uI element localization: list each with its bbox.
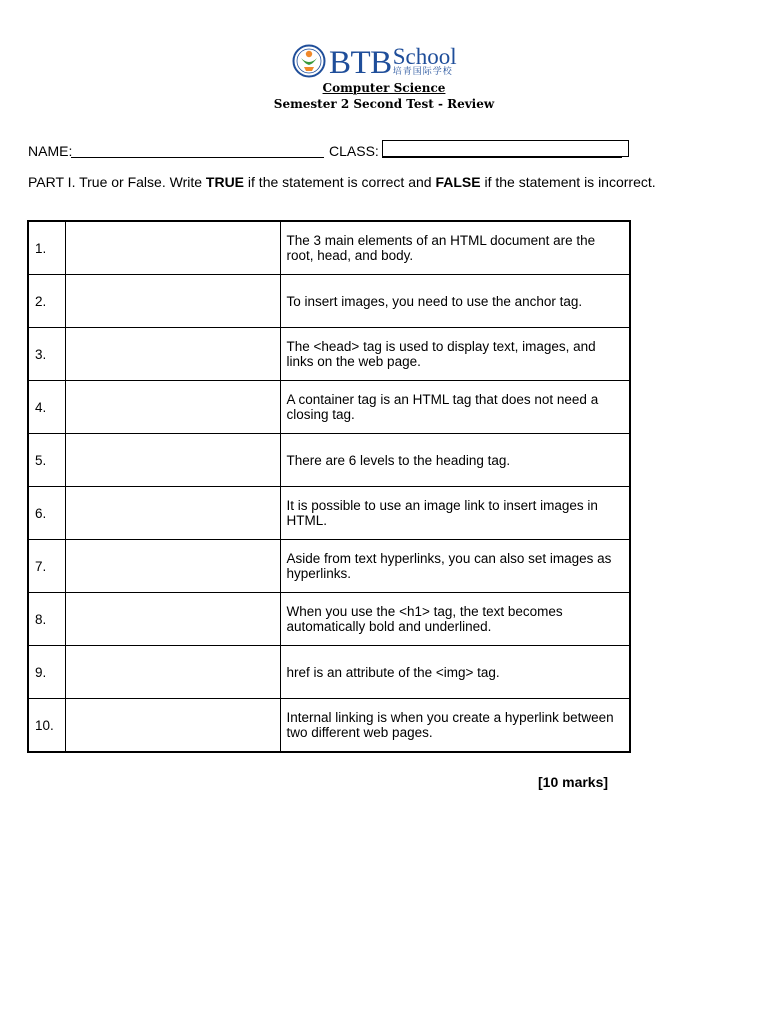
answer-cell[interactable] (65, 275, 280, 328)
instructions-end: if the statement is incorrect. (480, 174, 656, 190)
question-number: 5. (28, 434, 65, 487)
answer-cell[interactable] (65, 221, 280, 275)
question-statement: To insert images, you need to use the anchor tag. (280, 275, 630, 328)
logo-chinese-text: 培青国际学校 (392, 67, 453, 77)
question-statement: Internal linking is when you create a hyperlink between two different web pages. (280, 699, 630, 753)
table-row (28, 646, 630, 699)
logo-school-text: School (392, 44, 457, 69)
school-emblem-icon (292, 44, 326, 78)
answer-cell[interactable] (65, 487, 280, 540)
question-number: 2. (28, 275, 65, 328)
answer-cell[interactable] (65, 381, 280, 434)
school-logo (292, 44, 457, 81)
answer-cell[interactable] (65, 328, 280, 381)
logo-btb-text: BTB (329, 45, 392, 81)
question-number: 1. (28, 221, 65, 275)
table-row (28, 434, 630, 487)
question-number: 6. (28, 487, 65, 540)
answer-cell[interactable] (65, 646, 280, 699)
instructions-true-word: TRUE (205, 174, 245, 190)
subject-title: Computer Science (322, 81, 446, 95)
table-row (28, 381, 630, 434)
table-row (28, 540, 630, 593)
question-number: 7. (28, 540, 65, 593)
class-label: CLASS: (329, 143, 379, 159)
question-number: 10. (28, 699, 65, 753)
marks-total: [10 marks] (538, 774, 609, 790)
class-input-field[interactable] (382, 140, 629, 157)
table-row (28, 328, 630, 381)
name-label: NAME: (28, 143, 73, 159)
table-row (28, 699, 630, 753)
answer-cell[interactable] (65, 593, 280, 646)
instructions-false-word: FALSE (435, 174, 481, 190)
table-row (28, 487, 630, 540)
question-statement: A container tag is an HTML tag that does not need a closing tag. (280, 381, 630, 434)
answer-cell[interactable] (65, 434, 280, 487)
table-row (28, 593, 630, 646)
answer-cell[interactable] (65, 699, 280, 753)
table-row (28, 275, 630, 328)
test-title: Semester 2 Second Test - Review (273, 97, 495, 111)
question-statement: When you use the <h1> tag, the text becomes automatically bold and underlined. (280, 593, 630, 646)
question-statement: The <head> tag is used to display text, images, and links on the web page. (280, 328, 630, 381)
question-statement: The 3 main elements of an HTML document are the root, head, and body. (280, 221, 630, 275)
instructions-middle: if the statement is correct and (244, 174, 436, 190)
answer-cell[interactable] (65, 540, 280, 593)
class-input-line (382, 157, 622, 158)
question-statement: href is an attribute of the <img> tag. (280, 646, 630, 699)
table-row (28, 221, 630, 275)
question-number: 3. (28, 328, 65, 381)
question-number: 4. (28, 381, 65, 434)
question-statement: It is possible to use an image link to insert images in HTML. (280, 487, 630, 540)
question-number: 9. (28, 646, 65, 699)
instructions (28, 174, 656, 190)
question-number: 8. (28, 593, 65, 646)
true-false-table (27, 220, 631, 753)
question-statement: Aside from text hyperlinks, you can also set images as hyperlinks. (280, 540, 630, 593)
question-statement: There are 6 levels to the heading tag. (280, 434, 630, 487)
instructions-part: PART I. True or False. Write (28, 174, 206, 190)
name-input-line[interactable] (71, 157, 324, 158)
